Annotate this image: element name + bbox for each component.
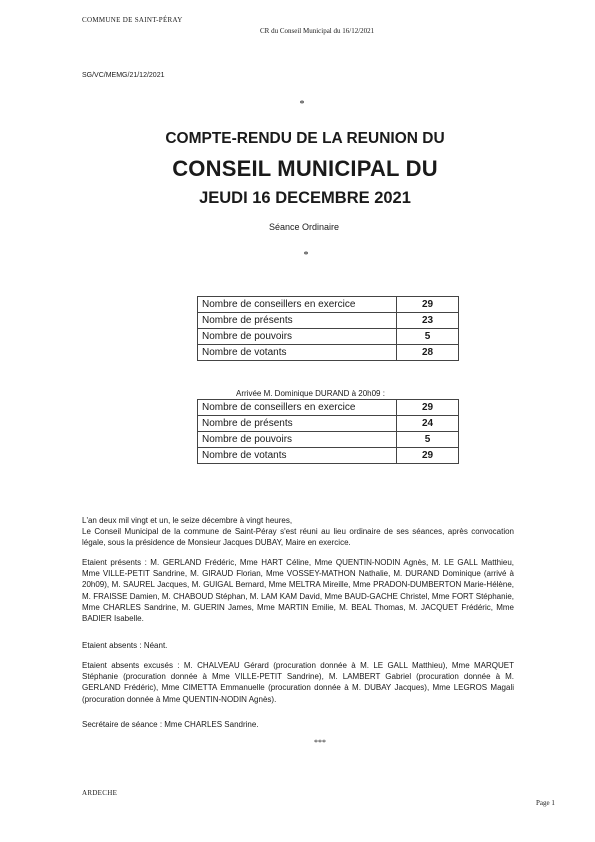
document-reference: SG/VC/MEMG/21/12/2021 (82, 72, 165, 79)
table-row (198, 345, 459, 361)
table-cell-value: 5 (397, 432, 459, 448)
arrival-note: Arrivée M. Dominique DURAND à 20h09 : (236, 389, 385, 398)
table-cell-label: Nombre de pouvoirs (198, 329, 397, 345)
table-cell-label: Nombre de présents (198, 313, 397, 329)
table-row (198, 448, 459, 464)
attendance-table-after-arrival (197, 399, 459, 464)
footer-department: ARDECHE (82, 789, 118, 797)
table-cell-label: Nombre de votants (198, 345, 397, 361)
present-members-paragraph: Etaient présents : M. GERLAND Frédéric, Mme HART Céline, Mme QUENTIN-NODIN Agnès, M. LE GALL Matthieu, Mme VILLE-PETIT Sandrine, M. GIRAUD Florian, Mme VOSSEY-MATHON Nathalie, M. DURAND Dominique (arrivé à 20h09), M. SAUREL Jacques, M. GUIGAL Bernard, Mme MELTRA Mireille, Mme PRADON-DUMBERTON Marie-Hélène, M. FRAISSE Damien, M. CHABOUD Stéphan, M. LAM KAM David, Mme BAUD-GACHE Christel, Mme FORT Stéphanie, Mme CHARLES Sandrine, M. GUERIN James, Mme MARTIN Emilie, M. BEAL Thomas, M. JACQUET Frédéric, Mme BADIER Isabelle. (82, 558, 514, 624)
table-cell-value: 28 (397, 345, 459, 361)
table-cell-label: Nombre de pouvoirs (198, 432, 397, 448)
table-row (198, 297, 459, 313)
star-ornament-middle: * (303, 250, 309, 261)
table-cell-value: 29 (397, 448, 459, 464)
table-row (198, 400, 459, 416)
table-row (198, 313, 459, 329)
excused-members-paragraph: Etaient absents excusés : M. CHALVEAU Gérard (procuration donnée à M. LE GALL Matthieu), Mme MARQUET Stéphanie (procuration donnée à Mme VILLE-PETIT Sandrine), M. LAMBERT Gabriel (procuration donnée à M. GERLAND Frédéric), Mme CIMETTA Emmanuelle (procuration donnée à M. DUBAY Jacques), Mme LEGROS Magali (procuration donnée à Mme QUENTIN-NODIN Agnès). (82, 661, 514, 704)
meeting-intro (82, 515, 514, 549)
table-row (198, 329, 459, 345)
intro-convocation: Le Conseil Municipal de la commune de Saint-Péray s'est réuni au lieu ordinaire de ses séances, après convocation légale, sous la présidence de Monsieur Jacques DUBAY, Maire en exercice. (82, 527, 514, 548)
table-cell-value: 23 (397, 313, 459, 329)
table-row (198, 416, 459, 432)
star-ornament-top: * (299, 99, 305, 110)
page-number: Page 1 (536, 799, 555, 807)
attendance-table-initial (197, 296, 459, 361)
table-cell-value: 29 (397, 400, 459, 416)
title-line-3: JEUDI 16 DECEMBRE 2021 (199, 189, 411, 207)
table-cell-label: Nombre de votants (198, 448, 397, 464)
table-row (198, 432, 459, 448)
table-cell-value: 29 (397, 297, 459, 313)
table-cell-label: Nombre de conseillers en exercice (198, 400, 397, 416)
header-document-title: CR du Conseil Municipal du 16/12/2021 (260, 27, 375, 35)
absent-members-paragraph: Etaient absents : Néant. (82, 641, 168, 650)
table-cell-value: 5 (397, 329, 459, 345)
title-line-2: CONSEIL MUNICIPAL DU (172, 156, 438, 181)
section-separator: *** (314, 738, 326, 747)
table-cell-label: Nombre de présents (198, 416, 397, 432)
intro-date-line: L'an deux mil vingt et un, le seize décembre à vingt heures, (82, 516, 293, 525)
table-cell-label: Nombre de conseillers en exercice (198, 297, 397, 313)
title-line-1: COMPTE-RENDU DE LA REUNION DU (165, 130, 445, 147)
table-cell-value: 24 (397, 416, 459, 432)
session-type: Séance Ordinaire (268, 222, 340, 232)
session-secretary: Secrétaire de séance : Mme CHARLES Sandrine. (82, 720, 259, 729)
header-commune: COMMUNE DE SAINT-PÉRAY (82, 16, 183, 24)
